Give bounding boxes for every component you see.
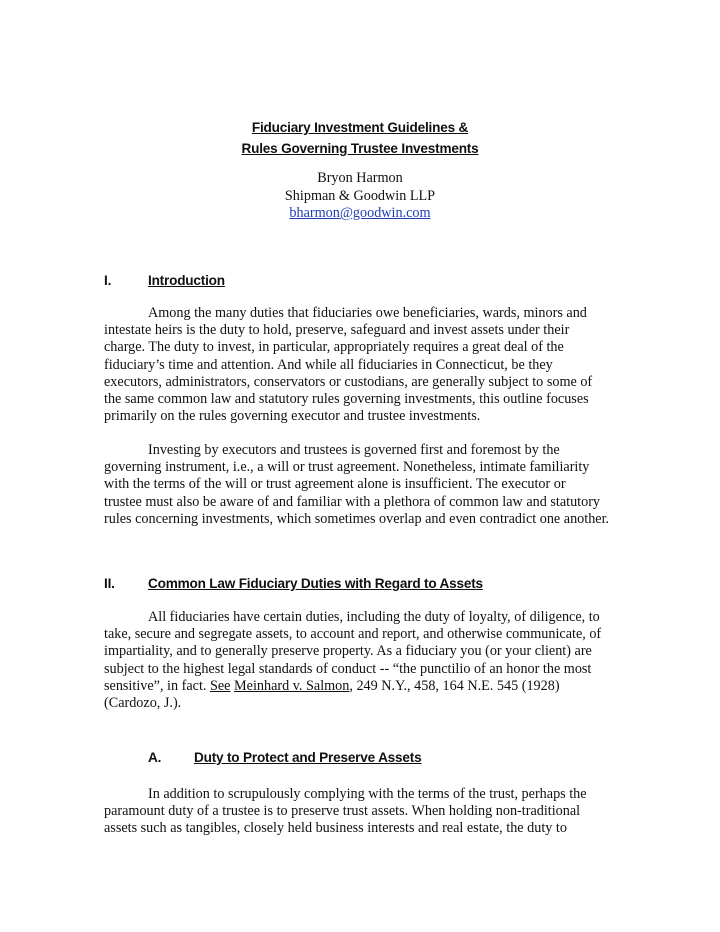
text-line: the same common law and statutory rules governing investments, this outline focuses — [104, 390, 589, 407]
subsection-a-number: A. — [148, 750, 162, 765]
text-line: In addition to scrupulously complying with the terms of the trust, perhaps the — [148, 786, 587, 802]
text-line: take, secure and segregate assets, to account and report, and otherwise communicate, of — [104, 626, 602, 643]
text-line: (Cardozo, J.). — [104, 694, 182, 711]
author-block — [0, 170, 720, 223]
text-line: with the terms of the will or trust agreement alone is insufficient. The executor or — [104, 476, 566, 493]
section-1-number: I. — [104, 273, 112, 288]
text-line: primarily on the rules governing executor and trustee investments. — [104, 408, 481, 425]
section-1-title: Introduction — [148, 273, 225, 288]
subsection-a-title: Duty to Protect and Preserve Assets — [194, 750, 422, 765]
text-line: assets such as tangibles, closely held business interests and real estate, the duty to — [104, 820, 567, 837]
section-2-paragraph-1 — [104, 609, 624, 712]
text-line: rules concerning investments, which sometimes overlap and even contradict one another. — [104, 510, 610, 527]
citation-pretext: sensitive”, in fact. — [104, 677, 210, 694]
text-line: subject to the highest legal standards of conduct -- “the punctilio of an honor the most — [104, 660, 592, 677]
section-1-paragraph-2 — [104, 442, 624, 528]
text-line: fiduciary’s time and attention. And while all fiduciaries in Connecticut, be they — [104, 356, 553, 373]
title-line-2: Rules Governing Trustee Investments — [241, 141, 479, 156]
text-line: intestate heirs is the duty to hold, preserve, safeguard and invest assets under their — [104, 322, 570, 339]
text-line-with-citation — [104, 678, 624, 695]
citation-see-signal: See — [209, 677, 231, 694]
text-line: charge. The duty to invest, in particular, appropriately requires a great deal of the — [104, 339, 564, 356]
section-2-number: II. — [104, 576, 115, 591]
text-line: Investing by executors and trustees is governed first and foremost by the — [148, 442, 560, 458]
text-line: Among the many duties that fiduciaries owe beneficiaries, wards, minors and — [148, 305, 587, 321]
author-email-link[interactable]: bharmon@goodwin.com — [289, 205, 431, 221]
citation-case-name: Meinhard v. Salmon — [234, 677, 350, 694]
author-firm: Shipman & Goodwin LLP — [284, 187, 436, 204]
section-1-paragraph-1 — [104, 305, 624, 425]
citation-reporter: , 249 N.Y., 458, 164 N.E. 545 (1928) — [349, 677, 560, 694]
subsection-a-paragraph — [104, 786, 624, 838]
title-line-1: Fiduciary Investment Guidelines & — [251, 120, 469, 135]
section-2-title: Common Law Fiduciary Duties with Regard to Assets — [148, 576, 483, 591]
text-line: All fiduciaries have certain duties, including the duty of loyalty, of diligence, to — [148, 609, 600, 625]
text-line: paramount duty of a trustee is to preserve trust assets. When holding non-traditional — [104, 803, 581, 820]
text-line: impartiality, and to generally preserve property. As a fiduciary you (or your client) are — [104, 643, 592, 660]
text-line: governing instrument, i.e., a will or trust agreement. Nonetheless, intimate familiarity — [104, 459, 590, 476]
document-title — [0, 117, 720, 159]
text-line: trustee must also be aware of and familiar with a plethora of common law and statutory — [104, 493, 601, 510]
text-line: executors, administrators, conservators or custodians, are generally subject to some of — [104, 373, 593, 390]
author-name: Bryon Harmon — [317, 170, 403, 186]
